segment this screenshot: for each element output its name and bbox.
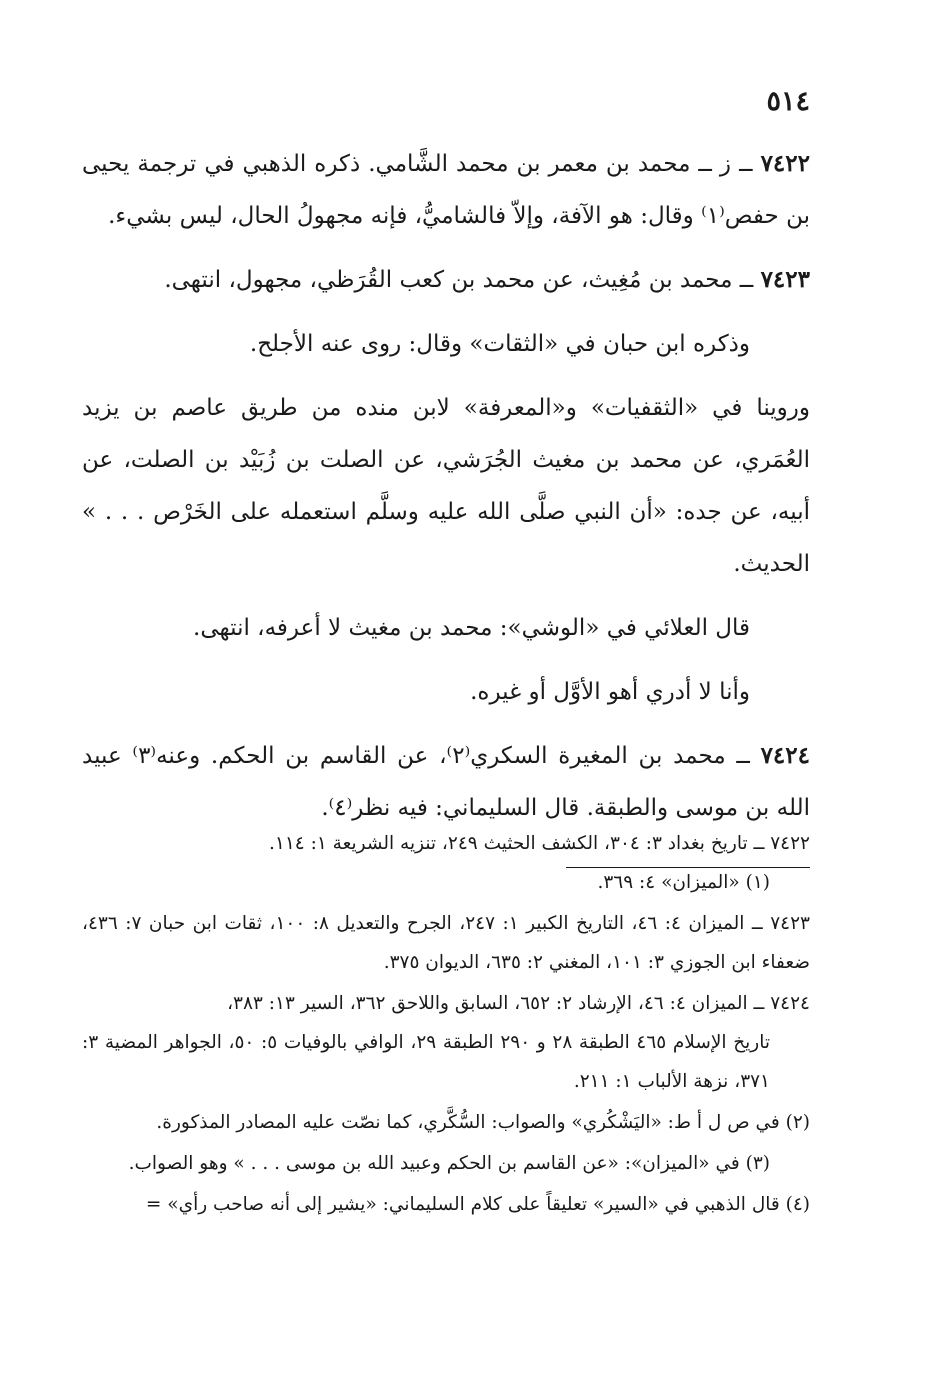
paragraph: وروينا في «الثقفيات» و«المعرفة» لابن منده من طريق عاصم بن يزيد العُمَري، عن محمد بن مغيث الجُرَشي، عن الصلت بن زُبَيْد بن الصلت، عن أبيه، عن جده: «أن النبي صلَّى الله عليه وسلَّم استعمله على الخَرْص . . . » الحديث. — [82, 395, 810, 577]
footnote-7424-block — [82, 984, 810, 1101]
footnote-2-block — [82, 1103, 810, 1142]
paragraph: وذكره ابن حبان في «الثقات» وقال: روى عنه الأجلح. — [249, 331, 750, 357]
paragraph: قال العلائي في «الوشي»: محمد بن مغيث لا أعرفه، انتهى. — [193, 615, 750, 641]
entry-7422 — [82, 138, 810, 242]
paragraph: وأنا لا أدري أهو الأوَّل أو غيره. — [470, 679, 750, 705]
entry-number: ٧٤٢٤ — [760, 742, 810, 769]
footnote-source-continued: تاريخ الإسلام ٤٦٥ الطبقة ٢٨ و ٢٩٠ الطبقة ٢٩، الوافي بالوفيات ٥: ٥٠، الجواهر المضية ٣: ٣٧١، نزهة الألباب ١: ٢١١. — [82, 1032, 771, 1092]
entry-7424 — [82, 730, 810, 834]
document-page — [82, 0, 810, 1378]
footnote-source: ٧٤٢٣ ــ الميزان ٤: ٤٦، التاريخ الكبير ١: ٢٤٧، الجرح والتعديل ٨: ١٠٠، ثقات ابن حبان ٧: ٤٣٦، ضعفاء ابن الجوزي ٣: ١٠١، المغني ٢: ٦٣٥، الديوان ٣٧٥. — [82, 913, 810, 973]
entry-number: ٧٤٢٣ — [760, 266, 810, 293]
footnote: (٢) في ص ل أ ط: «اليَشْكُري» والصواب: السُّكَّري، كما نصّت عليه المصادر المذكورة. — [156, 1112, 810, 1133]
footnote-7423-block — [82, 904, 810, 982]
footnote: (١) «الميزان» ٤: ٣٦٩. — [597, 872, 770, 893]
footnote-3-block — [82, 1144, 810, 1183]
footnotes — [82, 824, 810, 1226]
entry-text: ــ محمد بن المغيرة السكري⁽٢⁾، عن القاسم بن الحكم. وعنه⁽٣⁾ عبيد الله بن موسى والطبقة. قال السليماني: فيه نظر⁽٤⁾. — [82, 743, 810, 821]
footnote-source: ٧٤٢٢ ــ تاريخ بغداد ٣: ٣٠٤، الكشف الحثيث ٢٤٩، تنزيه الشريعة ١: ١١٤. — [269, 833, 810, 854]
entry-7423 — [82, 254, 810, 306]
entry-number: ٧٤٢٢ — [760, 150, 810, 177]
footnote-source: ٧٤٢٤ ــ الميزان ٤: ٤٦، الإرشاد ٢: ٦٥٢، السابق واللاحق ٣٦٢، السير ١٣: ٣٨٣، — [227, 993, 810, 1014]
main-text — [82, 138, 810, 846]
entry-text: ــ ز ــ محمد بن معمر بن محمد الشَّامي. ذكره الذهبي في ترجمة يحيى بن حفص⁽١⁾ وقال: هو الآفة، وإلاّ فالشاميُّ، فإنه مجهولُ الحال، ليس بشيء. — [82, 151, 810, 229]
page-number: ٥١٤ — [766, 86, 810, 117]
footnote-7422-block — [82, 824, 810, 902]
footnote-4-block — [82, 1185, 810, 1224]
footnote: (٣) في «الميزان»: «عن القاسم بن الحكم وعبيد الله بن موسى . . . » وهو الصواب. — [128, 1153, 770, 1174]
entry-text: ــ محمد بن مُغِيث، عن محمد بن كعب القُرَظي، مجهول، انتهى. — [164, 267, 754, 293]
footnote: (٤) قال الذهبي في «السير» تعليقاً على كلام السليماني: «يشير إلى أنه صاحب رأي» = — [145, 1194, 810, 1215]
